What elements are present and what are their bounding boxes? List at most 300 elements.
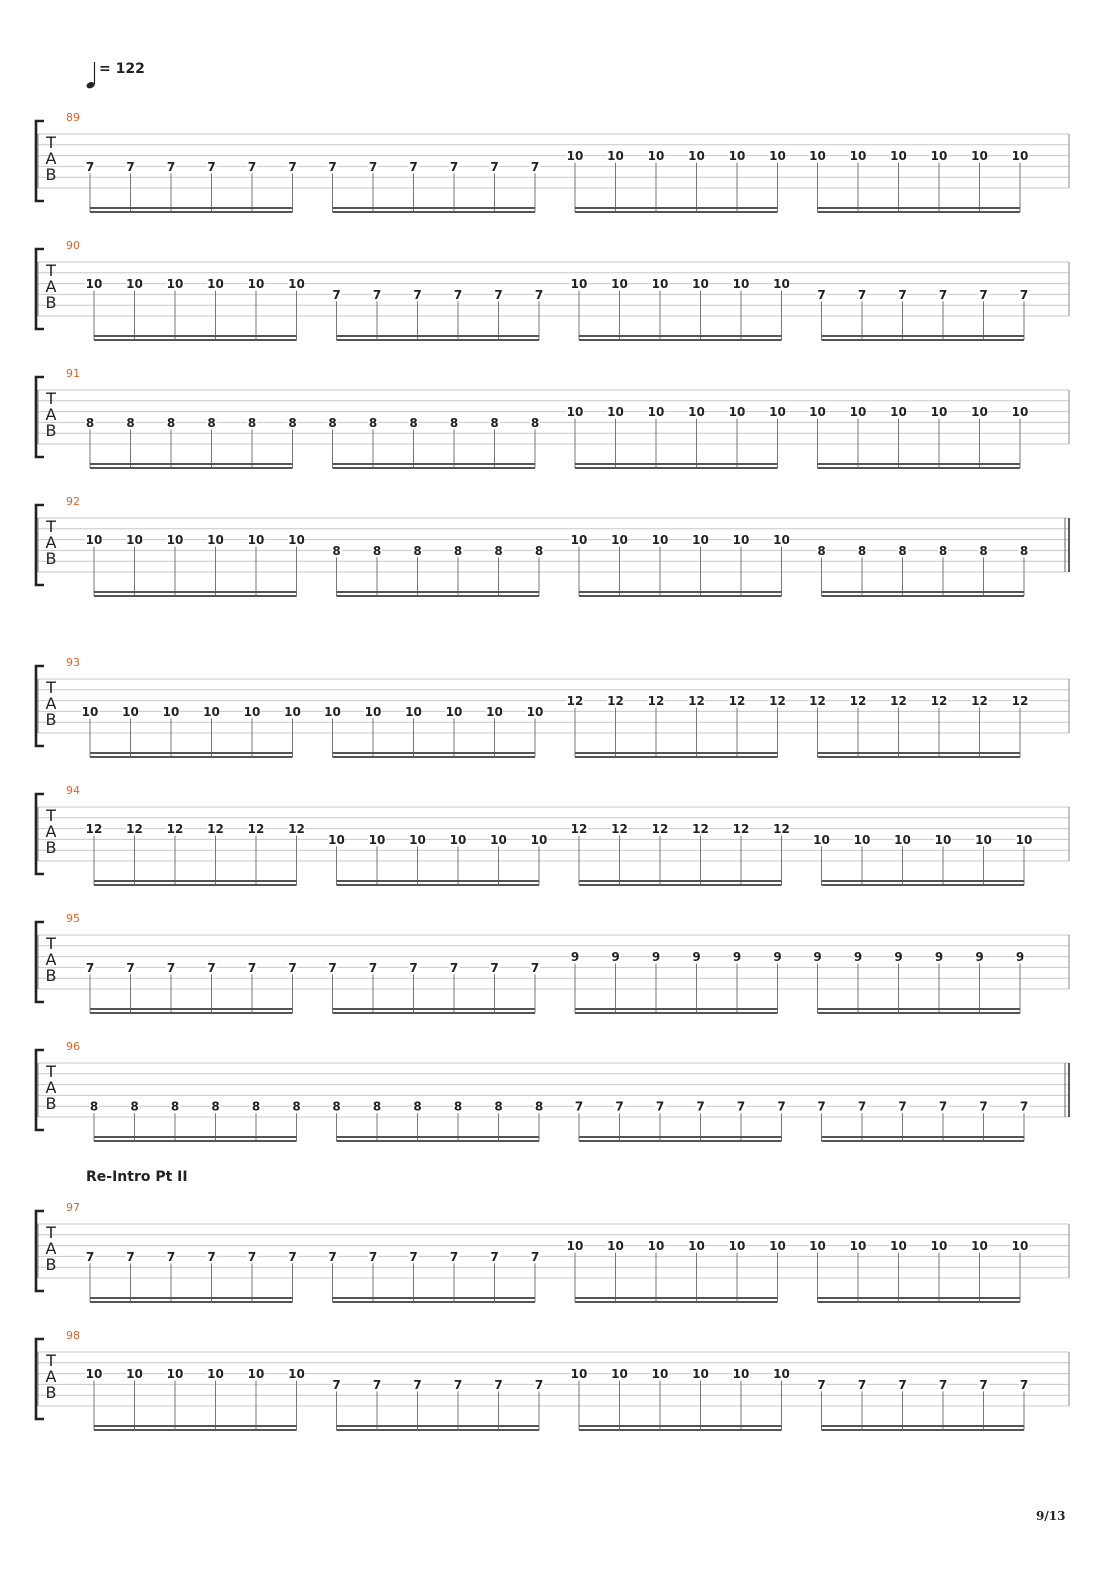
fret-number: 9 (1015, 950, 1025, 965)
fret-number: 10 (243, 704, 261, 719)
fret-number: 10 (284, 704, 301, 719)
fret-number: 8 (85, 415, 95, 430)
tab-clef-letter: A (45, 533, 57, 552)
fret-number: 12 (971, 694, 988, 709)
fret-number: 7 (979, 1377, 988, 1392)
fret-number: 7 (817, 1099, 826, 1114)
tab-clef-letter: B (45, 966, 57, 985)
fret-number: 9 (934, 950, 944, 965)
fret-number: 10 (247, 1367, 265, 1382)
fret-number: 7 (449, 1249, 459, 1264)
fret-number: 10 (651, 533, 669, 548)
fret-number: 8 (368, 415, 378, 430)
tab-clef-letter: T (46, 934, 56, 953)
fret-number: 8 (1019, 543, 1029, 558)
fret-number: 10 (611, 533, 628, 548)
fret-number: 7 (85, 960, 95, 975)
fret-number: 10 (162, 704, 180, 719)
fret-number: 7 (328, 159, 337, 174)
fret-number: 10 (566, 1239, 584, 1254)
measure-number: 90 (66, 239, 80, 252)
measure-number: 91 (66, 367, 80, 380)
fret-number: 8 (328, 415, 337, 430)
fret-number: 10 (570, 533, 588, 548)
fret-number: 7 (409, 159, 418, 174)
fret-number: 7 (655, 1099, 665, 1114)
fret-number: 9 (570, 950, 580, 965)
fret-number: 10 (607, 1239, 624, 1254)
fret-number: 12 (166, 822, 184, 837)
fret-number: 7 (413, 287, 422, 302)
fret-number: 12 (85, 822, 103, 837)
fret-number: 7 (490, 960, 499, 975)
fret-number: 7 (530, 960, 540, 975)
fret-number: 10 (975, 832, 992, 847)
fret-number: 8 (453, 543, 463, 558)
fret-number: 10 (324, 704, 341, 719)
fret-number: 10 (728, 405, 746, 420)
fret-number: 7 (534, 1377, 544, 1392)
fret-number: 8 (126, 415, 135, 430)
fret-number: 10 (647, 149, 665, 164)
system-bracket (36, 922, 44, 1002)
fret-number: 7 (328, 960, 337, 975)
fret-number: 7 (207, 960, 216, 975)
fret-number: 12 (688, 694, 705, 709)
fret-number: 8 (372, 1099, 382, 1114)
fret-number: 8 (170, 1099, 180, 1114)
fret-number: 12 (692, 822, 709, 837)
fret-number: 8 (534, 543, 544, 558)
measure-number: 94 (66, 784, 80, 797)
fret-number: 7 (979, 1099, 988, 1114)
fret-number: 10 (769, 149, 786, 164)
fret-number: 10 (688, 149, 705, 164)
fret-number: 8 (207, 415, 216, 430)
tab-clef-letter: B (45, 549, 57, 568)
fret-number: 7 (817, 287, 826, 302)
fret-number: 10 (247, 277, 265, 292)
fret-number: 7 (368, 960, 378, 975)
fret-number: 12 (849, 694, 867, 709)
fret-number: 10 (1011, 149, 1029, 164)
fret-number: 10 (692, 277, 709, 292)
fret-number: 7 (207, 1249, 216, 1264)
fret-number: 12 (732, 822, 750, 837)
fret-number: 10 (607, 149, 624, 164)
fret-number: 12 (651, 822, 669, 837)
fret-number: 8 (898, 543, 907, 558)
tab-clef-letter: T (46, 1223, 56, 1242)
fret-number: 10 (445, 704, 463, 719)
fret-number: 10 (769, 405, 786, 420)
fret-number: 10 (490, 832, 507, 847)
fret-number: 10 (328, 832, 345, 847)
fret-number: 8 (332, 1099, 341, 1114)
fret-number: 7 (328, 1249, 337, 1264)
tempo-marking (86, 60, 166, 94)
fret-number: 7 (332, 287, 341, 302)
fret-number: 10 (611, 1367, 628, 1382)
fret-number: 10 (409, 832, 426, 847)
fret-number: 8 (409, 415, 418, 430)
page-number: 9/13 (1036, 1509, 1066, 1523)
tab-clef-letter: A (45, 1367, 57, 1386)
fret-number: 7 (490, 159, 499, 174)
tab-clef-letter: A (45, 1239, 57, 1258)
tab-system (36, 367, 1069, 468)
system-bracket (36, 249, 44, 329)
fret-number: 9 (975, 950, 984, 965)
fret-number: 10 (207, 1367, 224, 1382)
measure-number: 97 (66, 1201, 80, 1214)
fret-number: 7 (368, 159, 378, 174)
fret-number: 7 (530, 1249, 540, 1264)
fret-number: 7 (857, 1377, 867, 1392)
fret-number: 12 (647, 694, 665, 709)
fret-number: 12 (728, 694, 746, 709)
tab-clef-letter: T (46, 806, 56, 825)
fret-number: 7 (696, 1099, 705, 1114)
fret-number: 9 (692, 950, 701, 965)
fret-number: 12 (773, 822, 790, 837)
fret-number: 10 (368, 832, 386, 847)
tab-clef-letter: A (45, 1078, 57, 1097)
fret-number: 7 (368, 1249, 378, 1264)
fret-number: 7 (372, 287, 382, 302)
fret-number: 10 (486, 704, 503, 719)
fret-number: 10 (934, 832, 952, 847)
fret-number: 12 (288, 822, 305, 837)
fret-number: 7 (857, 287, 867, 302)
fret-number: 10 (85, 277, 103, 292)
fret-number: 10 (773, 277, 790, 292)
fret-number: 7 (126, 960, 135, 975)
section-marker: Re-Intro Pt II (86, 1169, 188, 1185)
fret-number: 8 (251, 1099, 261, 1114)
fret-number: 10 (732, 533, 750, 548)
fret-number: 10 (85, 533, 103, 548)
fret-number: 10 (890, 149, 907, 164)
system-bracket (36, 377, 44, 457)
fret-number: 8 (332, 543, 341, 558)
fret-number: 8 (130, 1099, 139, 1114)
fret-number: 10 (126, 1367, 143, 1382)
fret-number: 7 (372, 1377, 382, 1392)
fret-number: 7 (409, 960, 418, 975)
tab-system (36, 656, 1069, 757)
fret-number: 7 (453, 287, 463, 302)
fret-number: 7 (817, 1377, 826, 1392)
system-bracket (36, 121, 44, 201)
fret-number: 9 (651, 950, 661, 965)
fret-number: 7 (938, 1099, 948, 1114)
system-bracket (36, 666, 44, 746)
fret-number: 7 (126, 159, 135, 174)
tab-clef-letter: A (45, 694, 57, 713)
tab-clef-letter: T (46, 133, 56, 152)
fret-number: 7 (409, 1249, 418, 1264)
fret-number: 7 (530, 159, 540, 174)
tab-clef-letter: A (45, 950, 57, 969)
fret-number: 10 (930, 405, 948, 420)
fret-number: 7 (938, 287, 948, 302)
fret-number: 10 (122, 704, 139, 719)
tab-system (36, 495, 1069, 596)
fret-number: 12 (607, 694, 624, 709)
fret-number: 7 (490, 1249, 499, 1264)
fret-number: 7 (247, 1249, 257, 1264)
fret-number: 9 (773, 950, 782, 965)
fret-number: 7 (166, 960, 176, 975)
fret-number: 7 (85, 1249, 95, 1264)
tab-system (36, 1040, 1069, 1141)
fret-number: 12 (890, 694, 907, 709)
fret-number: 10 (166, 277, 184, 292)
fret-number: 10 (247, 533, 265, 548)
fret-number: 10 (1011, 1239, 1029, 1254)
tab-clef-letter: A (45, 822, 57, 841)
fret-number: 8 (449, 415, 459, 430)
fret-number: 7 (288, 960, 297, 975)
fret-number: 8 (857, 543, 867, 558)
fret-number: 10 (930, 1239, 948, 1254)
fret-number: 8 (453, 1099, 463, 1114)
fret-number: 10 (207, 533, 224, 548)
tab-system (36, 912, 1069, 1013)
measure-number: 96 (66, 1040, 80, 1053)
fret-number: 7 (574, 1099, 584, 1114)
fret-number: 10 (769, 1239, 786, 1254)
fret-number: 10 (207, 277, 224, 292)
fret-number: 10 (570, 277, 588, 292)
fret-number: 8 (89, 1099, 99, 1114)
fret-number: 7 (247, 159, 257, 174)
fret-number: 10 (692, 1367, 709, 1382)
fret-number: 8 (247, 415, 257, 430)
fret-number: 10 (607, 405, 624, 420)
fret-number: 8 (372, 543, 382, 558)
fret-number: 7 (1019, 1377, 1029, 1392)
fret-number: 10 (526, 704, 544, 719)
tab-clef-letter: B (45, 1094, 57, 1113)
system-bracket (36, 1050, 44, 1130)
fret-number: 8 (413, 1099, 422, 1114)
fret-number: 7 (898, 1377, 907, 1392)
fret-number: 10 (853, 832, 871, 847)
fret-number: 10 (611, 277, 628, 292)
fret-number: 12 (570, 822, 588, 837)
fret-number: 10 (813, 832, 830, 847)
tab-system (36, 1201, 1069, 1302)
fret-number: 10 (773, 1367, 790, 1382)
fret-number: 8 (494, 1099, 503, 1114)
fret-number: 8 (530, 415, 540, 430)
quarter-note-icon (86, 60, 98, 90)
fret-number: 8 (494, 543, 503, 558)
fret-number: 12 (809, 694, 826, 709)
fret-number: 10 (566, 405, 584, 420)
tab-system (36, 111, 1069, 212)
fret-number: 9 (853, 950, 863, 965)
fret-number: 8 (211, 1099, 220, 1114)
fret-number: 10 (566, 149, 584, 164)
measure-number: 98 (66, 1329, 80, 1342)
fret-number: 10 (809, 405, 826, 420)
tab-system (36, 239, 1069, 340)
fret-number: 10 (530, 832, 548, 847)
fret-number: 10 (1011, 405, 1029, 420)
fret-number: 7 (494, 287, 503, 302)
fret-number: 10 (81, 704, 99, 719)
fret-number: 7 (1019, 1099, 1029, 1114)
fret-number: 10 (364, 704, 382, 719)
system-bracket (36, 794, 44, 874)
fret-number: 10 (651, 1367, 669, 1382)
measure-number: 93 (66, 656, 80, 669)
fret-number: 7 (332, 1377, 341, 1392)
fret-number: 10 (809, 1239, 826, 1254)
fret-number: 10 (971, 405, 988, 420)
fret-number: 10 (809, 149, 826, 164)
fret-number: 12 (1011, 694, 1029, 709)
fret-number: 7 (288, 1249, 297, 1264)
tab-clef-letter: T (46, 261, 56, 280)
fret-number: 10 (288, 1367, 305, 1382)
fret-number: 7 (166, 159, 176, 174)
fret-number: 7 (898, 1099, 907, 1114)
fret-number: 10 (1015, 832, 1033, 847)
fret-number: 10 (773, 533, 790, 548)
fret-number: 10 (126, 277, 143, 292)
system-bracket (36, 505, 44, 585)
fret-number: 7 (736, 1099, 746, 1114)
fret-number: 8 (938, 543, 948, 558)
fret-number: 7 (534, 287, 544, 302)
fret-number: 12 (126, 822, 143, 837)
tab-clef-letter: B (45, 293, 57, 312)
fret-number: 8 (292, 1099, 301, 1114)
fret-number: 7 (898, 287, 907, 302)
fret-number: 12 (247, 822, 265, 837)
tempo-value: = 122 (99, 61, 145, 77)
system-bracket (36, 1211, 44, 1291)
fret-number: 7 (247, 960, 257, 975)
fret-number: 7 (494, 1377, 503, 1392)
fret-number: 7 (288, 159, 297, 174)
fret-number: 7 (938, 1377, 948, 1392)
fret-number: 10 (449, 832, 467, 847)
fret-number: 7 (166, 1249, 176, 1264)
fret-number: 10 (85, 1367, 103, 1382)
tab-clef-letter: B (45, 838, 57, 857)
tab-clef-letter: A (45, 405, 57, 424)
fret-number: 8 (166, 415, 176, 430)
tab-clef-letter: B (45, 710, 57, 729)
tab-clef-letter: B (45, 1383, 57, 1402)
tab-clef-letter: T (46, 1351, 56, 1370)
tab-clef-letter: A (45, 149, 57, 168)
fret-number: 7 (979, 287, 988, 302)
tab-clef-letter: T (46, 389, 56, 408)
fret-number: 10 (688, 405, 705, 420)
fret-number: 10 (728, 1239, 746, 1254)
fret-number: 10 (692, 533, 709, 548)
fret-number: 10 (971, 1239, 988, 1254)
system-bracket (36, 1339, 44, 1419)
fret-number: 9 (894, 950, 903, 965)
tab-system (36, 1329, 1069, 1430)
fret-number: 7 (85, 159, 95, 174)
fret-number: 12 (566, 694, 584, 709)
fret-number: 7 (857, 1099, 867, 1114)
fret-number: 7 (615, 1099, 624, 1114)
fret-number: 9 (813, 950, 822, 965)
fret-number: 10 (166, 1367, 184, 1382)
fret-number: 9 (611, 950, 620, 965)
measure-number: 89 (66, 111, 80, 124)
fret-number: 8 (413, 543, 422, 558)
fret-number: 12 (611, 822, 628, 837)
fret-number: 10 (126, 533, 143, 548)
tab-clef-letter: A (45, 277, 57, 296)
fret-number: 10 (930, 149, 948, 164)
tab-clef-letter: B (45, 1255, 57, 1274)
fret-number: 7 (449, 159, 459, 174)
fret-number: 10 (728, 149, 746, 164)
measure-number: 92 (66, 495, 80, 508)
measure-number: 95 (66, 912, 80, 925)
fret-number: 7 (413, 1377, 422, 1392)
tab-clef-letter: T (46, 1062, 56, 1081)
fret-number: 12 (769, 694, 786, 709)
fret-number: 10 (894, 832, 911, 847)
fret-number: 7 (453, 1377, 463, 1392)
fret-number: 10 (732, 277, 750, 292)
fret-number: 10 (647, 405, 665, 420)
fret-number: 10 (570, 1367, 588, 1382)
fret-number: 7 (777, 1099, 786, 1114)
fret-number: 10 (890, 405, 907, 420)
fret-number: 10 (203, 704, 220, 719)
fret-number: 10 (688, 1239, 705, 1254)
tab-clef-letter: B (45, 421, 57, 440)
fret-number: 8 (534, 1099, 544, 1114)
fret-number: 10 (166, 533, 184, 548)
fret-number: 12 (930, 694, 948, 709)
tab-clef-letter: B (45, 165, 57, 184)
fret-number: 7 (207, 159, 216, 174)
fret-number: 10 (647, 1239, 665, 1254)
fret-number: 10 (849, 149, 867, 164)
tab-system (36, 784, 1069, 885)
fret-number: 8 (817, 543, 826, 558)
fret-number: 10 (849, 405, 867, 420)
fret-number: 10 (971, 149, 988, 164)
fret-number: 10 (849, 1239, 867, 1254)
fret-number: 8 (288, 415, 297, 430)
fret-number: 8 (490, 415, 499, 430)
fret-number: 10 (288, 533, 305, 548)
fret-number: 7 (126, 1249, 135, 1264)
fret-number: 7 (449, 960, 459, 975)
fret-number: 12 (207, 822, 224, 837)
fret-number: 10 (651, 277, 669, 292)
fret-number: 10 (405, 704, 422, 719)
fret-number: 10 (890, 1239, 907, 1254)
fret-number: 10 (288, 277, 305, 292)
fret-number: 8 (979, 543, 988, 558)
